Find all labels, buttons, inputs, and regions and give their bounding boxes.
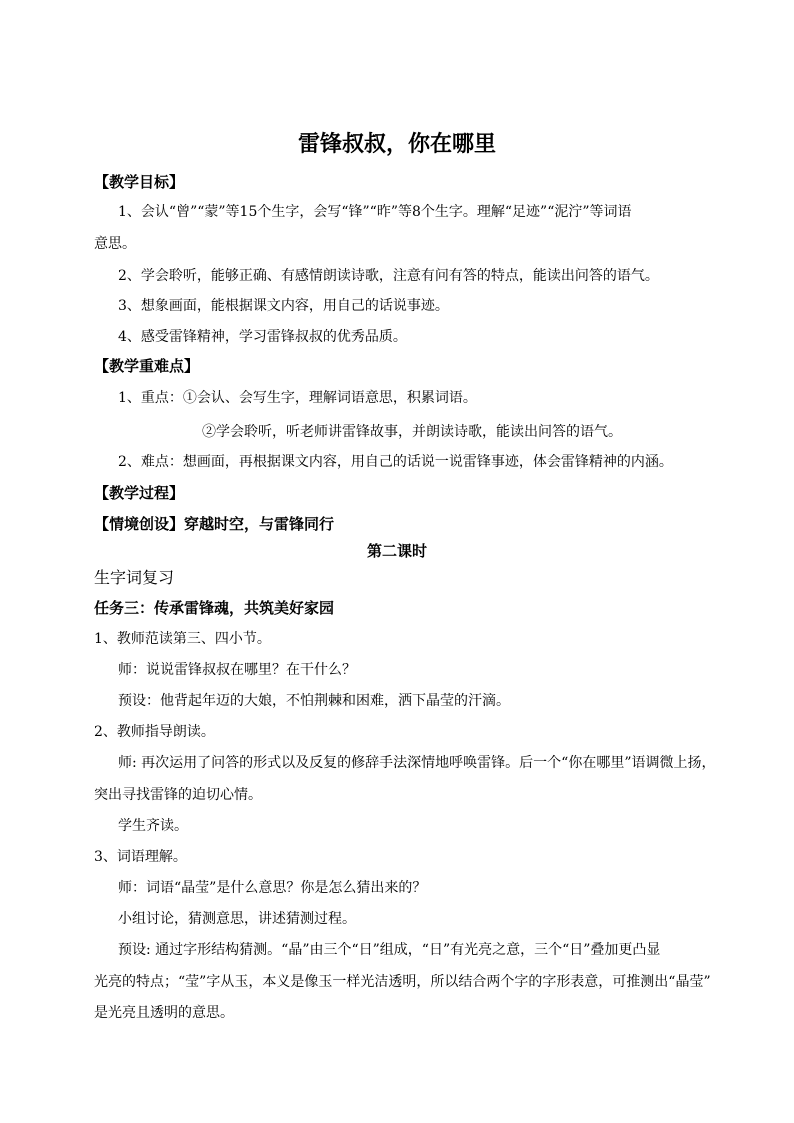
section-heading-key-points: 【教学重难点】: [94, 357, 200, 375]
teacher-question-1: 师：说说雷锋叔叔在哪里？在干什么？: [118, 662, 356, 678]
lesson-period-heading: 第二课时: [366, 542, 427, 560]
goal-item-2: 2、学会聆听，能够正确、有感情朗读诗歌，注意有问有答的特点，能读出问答的语气。: [118, 268, 659, 284]
section-heading-process: 【教学过程】: [94, 484, 185, 502]
preset-answer-2: 预设: 通过字形结构猜测。“晶”由三个“日”组成，“日”有光亮之意，三个“日”叠加更凸显: [118, 942, 661, 958]
teacher-guidance: 师: 再次运用了问答的形式以及反复的修辞手法深情地呼唤雷锋。后一个“你在哪里”语调微上扬，: [118, 755, 716, 771]
step-1: 1、教师范读第三、四小节。: [94, 631, 271, 647]
goal-item-1: 1、会认“曾”“蒙”等15个生字，会写“锋”“昨”等8个生字。理解“足迹”“泥泞”等词语: [118, 204, 632, 220]
difficult-point: 2、难点：想画面，再根据课文内容，用自己的话说一说雷锋事迹，体会雷锋精神的内涵。: [118, 454, 673, 470]
step-2: 2、教师指导朗读。: [94, 724, 215, 740]
task-three-heading: 任务三：传承雷锋魂，共筑美好家园: [94, 599, 335, 617]
preset-answer-2-end: 是光亮且透明的意思。: [94, 1005, 234, 1021]
step-3: 3、词语理解。: [94, 849, 187, 865]
preset-answer-1: 预设：他背起年迈的大娘，不怕荆棘和困难，洒下晶莹的汗滴。: [118, 693, 510, 709]
vocabulary-review-heading: 生字词复习: [94, 568, 175, 587]
group-discussion: 小组讨论，猜测意思，讲述猜测过程。: [118, 911, 356, 927]
preset-answer-2-continued: 光亮的特点；“莹”字从玉，本义是像玉一样光洁透明，所以结合两个字的字形表意，可推测出“晶莹”: [94, 974, 711, 990]
key-point-1: 1、重点：①会认、会写生字，理解词语意思，积累词语。: [118, 390, 477, 406]
goal-item-4: 4、感受雷锋精神，学习雷锋叔叔的优秀品质。: [118, 329, 407, 345]
students-read: 学生齐读。: [118, 818, 188, 834]
teacher-question-2: 师：词语“晶莹”是什么意思？你是怎么猜出来的？: [118, 880, 427, 896]
key-point-1-sub-2: ②学会聆听，听老师讲雷锋故事，并朗读诗歌，能读出问答的语气。: [202, 424, 622, 440]
goal-item-1-continued: 意思。: [94, 236, 136, 252]
teacher-guidance-continued: 突出寻找雷锋的迫切心情。: [94, 787, 262, 803]
section-heading-teaching-goals: 【教学目标】: [94, 173, 185, 191]
scenario-heading: 【情境创设】穿越时空，与雷锋同行: [94, 515, 335, 533]
goal-item-3: 3、想象画面，能根据课文内容，用自己的话说事迹。: [118, 298, 449, 314]
document-title: 雷锋叔叔，你在哪里: [297, 131, 496, 157]
